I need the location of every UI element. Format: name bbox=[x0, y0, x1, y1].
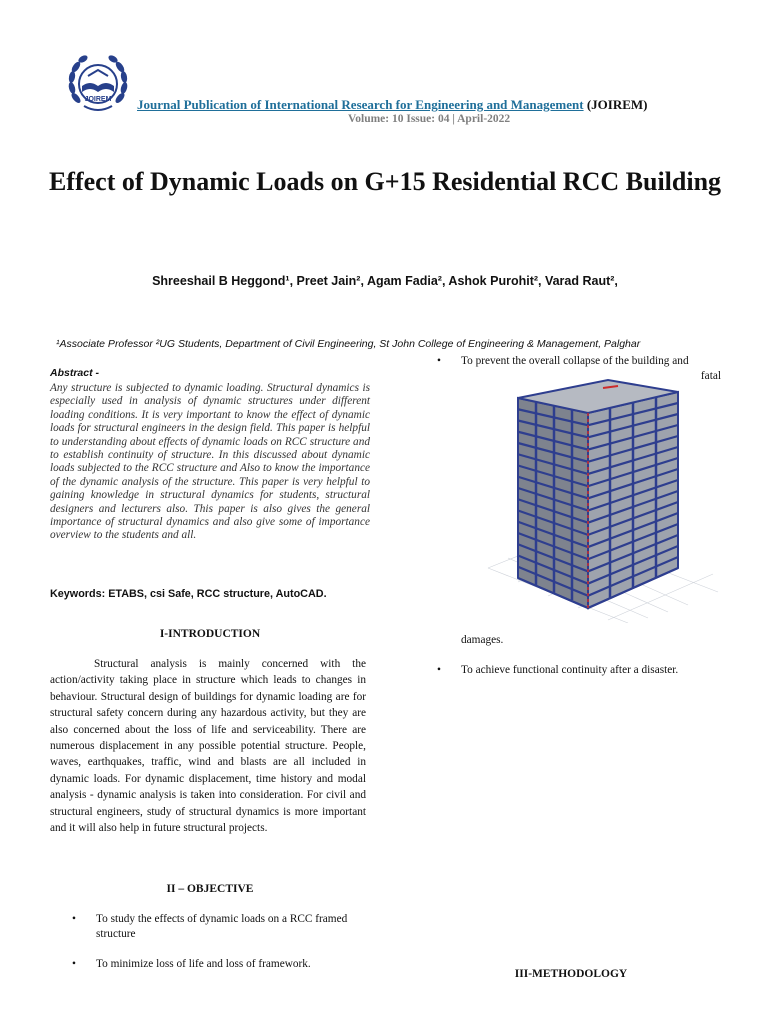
right-list-item-text: To achieve functional continuity after a disaster. bbox=[461, 664, 679, 676]
methodology-heading: III-METHODOLOGY bbox=[514, 968, 628, 980]
objective-heading: II – OBJECTIVE bbox=[166, 883, 254, 895]
paper-title: Effect of Dynamic Loads on G+15 Residential RCC Building bbox=[48, 167, 722, 196]
bullet-icon: • bbox=[437, 355, 441, 367]
journal-name-link[interactable]: Journal Publication of International Research for Engineering and Management bbox=[137, 97, 584, 112]
right-list-item-continued: damages. bbox=[461, 634, 504, 646]
objective-item bbox=[72, 957, 372, 973]
right-list-item bbox=[437, 663, 737, 679]
introduction-heading: I-INTRODUCTION bbox=[159, 628, 261, 640]
abstract-body: Any structure is subjected to dynamic loading. Structural dynamics is especially used in analysis of dynamic structures under different loading conditions. It is very important to know the effect of dynamic loads for structural engineers in the design field. This paper is helpful to understanding about effects of dynamic loads on RCC structure and to establish continuity of structure. In this discussed about dynamic loads subjected to the RCC structure and Also to know the importance of the dynamic analysis of the structure. This paper is very helpful to gaining knowledge in structural dynamics for students, structural designers and lecturers also. This paper is also gives the general importance of structural dynamics and also give some of importance overview to the students and all. bbox=[50, 382, 370, 542]
building-3d-model-figure bbox=[478, 378, 728, 623]
introduction-body bbox=[50, 656, 366, 836]
objective-item-text: To minimize loss of life and loss of framework. bbox=[96, 958, 311, 970]
abstract-heading: Abstract - bbox=[50, 367, 100, 379]
affiliation: ¹Associate Professor ²UG Students, Department of Civil Engineering, St John College of Engineering & Management, Palghar bbox=[56, 338, 641, 350]
author-list: Shreeshail B Heggond¹, Preet Jain², Agam Fadia², Ashok Purohit², Varad Raut², bbox=[152, 274, 618, 288]
bullet-icon: • bbox=[72, 958, 76, 970]
logo-text: JOIREM bbox=[84, 96, 112, 103]
keywords: Keywords: ETABS, csi Safe, RCC structure, AutoCAD. bbox=[50, 588, 327, 600]
issue-info: Volume: 10 Issue: 04 | April-2022 bbox=[348, 113, 511, 125]
bullet-icon: • bbox=[437, 664, 441, 676]
introduction-text: Structural analysis is mainly concerned with the action/activity taking place in structure which leads to changes in behaviour. Structural design of buildings for dynamic loading are for structural safety concern during any hazardous activity, but they are also concerned about the loss of life and serviceability. There are numerous displacement in any possible potential structure. People, waves, earthquakes, traffic, wind and blasts are all included in dynamic loads. For dynamic displacement, time history and modal analysis - dynamic analysis is taken into consideration. For civil and structural engineers, study of structural dynamics is more important and it will also help in future structural projects. bbox=[50, 658, 366, 835]
right-list-item-tail: fatal bbox=[700, 370, 721, 382]
journal-logo-emblem bbox=[62, 50, 134, 122]
objective-item-text: To study the effects of dynamic loads on a RCC framed structure bbox=[96, 913, 348, 940]
journal-name-line bbox=[137, 97, 757, 113]
bullet-icon: • bbox=[72, 913, 76, 925]
objective-item bbox=[72, 912, 372, 944]
journal-abbreviation: (JOIREM) bbox=[586, 97, 648, 112]
right-list-item-text: To prevent the overall collapse of the building and bbox=[461, 355, 689, 367]
